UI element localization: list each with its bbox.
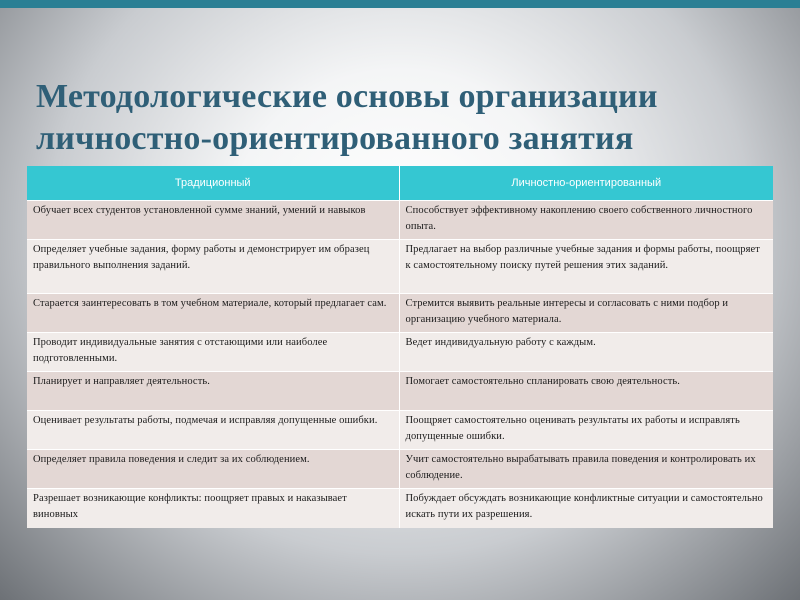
comparison-table	[27, 166, 773, 528]
cell-traditional: Определяет учебные задания, форму работы и демонстрирует им образец правильного выполнения заданий.	[27, 240, 399, 294]
table-row	[27, 372, 773, 411]
cell-traditional: Определяет правила поведения и следит за их соблюдением.	[27, 450, 399, 489]
cell-traditional: Планирует и направляет деятельность.	[27, 372, 399, 411]
cell-personal: Учит самостоятельно вырабатывать правила поведения и контролировать их соблюдение.	[399, 450, 773, 489]
cell-personal: Побуждает обсуждать возникающие конфликтные ситуации и самостоятельно искать пути их разрешения.	[399, 489, 773, 528]
table-row	[27, 240, 773, 294]
cell-traditional: Обучает всех студентов установленной сумме знаний, умений и навыков	[27, 201, 399, 240]
cell-traditional: Проводит индивидуальные занятия с отстающими или наиболее подготовленными.	[27, 333, 399, 372]
table-row	[27, 489, 773, 528]
header-traditional: Традиционный	[27, 166, 399, 201]
cell-personal: Ведет индивидуальную работу с каждым.	[399, 333, 773, 372]
slide-title	[36, 76, 776, 160]
table-row	[27, 411, 773, 450]
cell-traditional: Разрешает возникающие конфликты: поощряет правых и наказывает виновных	[27, 489, 399, 528]
cell-traditional: Оценивает результаты работы, подмечая и исправляя допущенные ошибки.	[27, 411, 399, 450]
top-accent-bar	[0, 0, 800, 8]
table-row	[27, 294, 773, 333]
slide-title-line-2: личностно-ориентированного занятия	[36, 120, 634, 157]
cell-traditional: Старается заинтересовать в том учебном материале, который предлагает сам.	[27, 294, 399, 333]
cell-personal: Стремится выявить реальные интересы и согласовать с ними подбор и организацию учебного материала.	[399, 294, 773, 333]
header-personal: Личностно-ориентированный	[399, 166, 773, 201]
cell-personal: Предлагает на выбор различные учебные задания и формы работы, поощряет к самостоятельному поиску путей решения этих заданий.	[399, 240, 773, 294]
table-row	[27, 450, 773, 489]
slide-title-line-1: Методологические основы организации	[36, 78, 658, 115]
cell-personal: Способствует эффективному накоплению своего собственного личностного опыта.	[399, 201, 773, 240]
cell-personal: Помогает самостоятельно спланировать свою деятельность.	[399, 372, 773, 411]
table-row	[27, 333, 773, 372]
table-header-row	[27, 166, 773, 201]
cell-personal: Поощряет самостоятельно оценивать результаты их работы и исправлять допущенные ошибки.	[399, 411, 773, 450]
table-row	[27, 201, 773, 240]
